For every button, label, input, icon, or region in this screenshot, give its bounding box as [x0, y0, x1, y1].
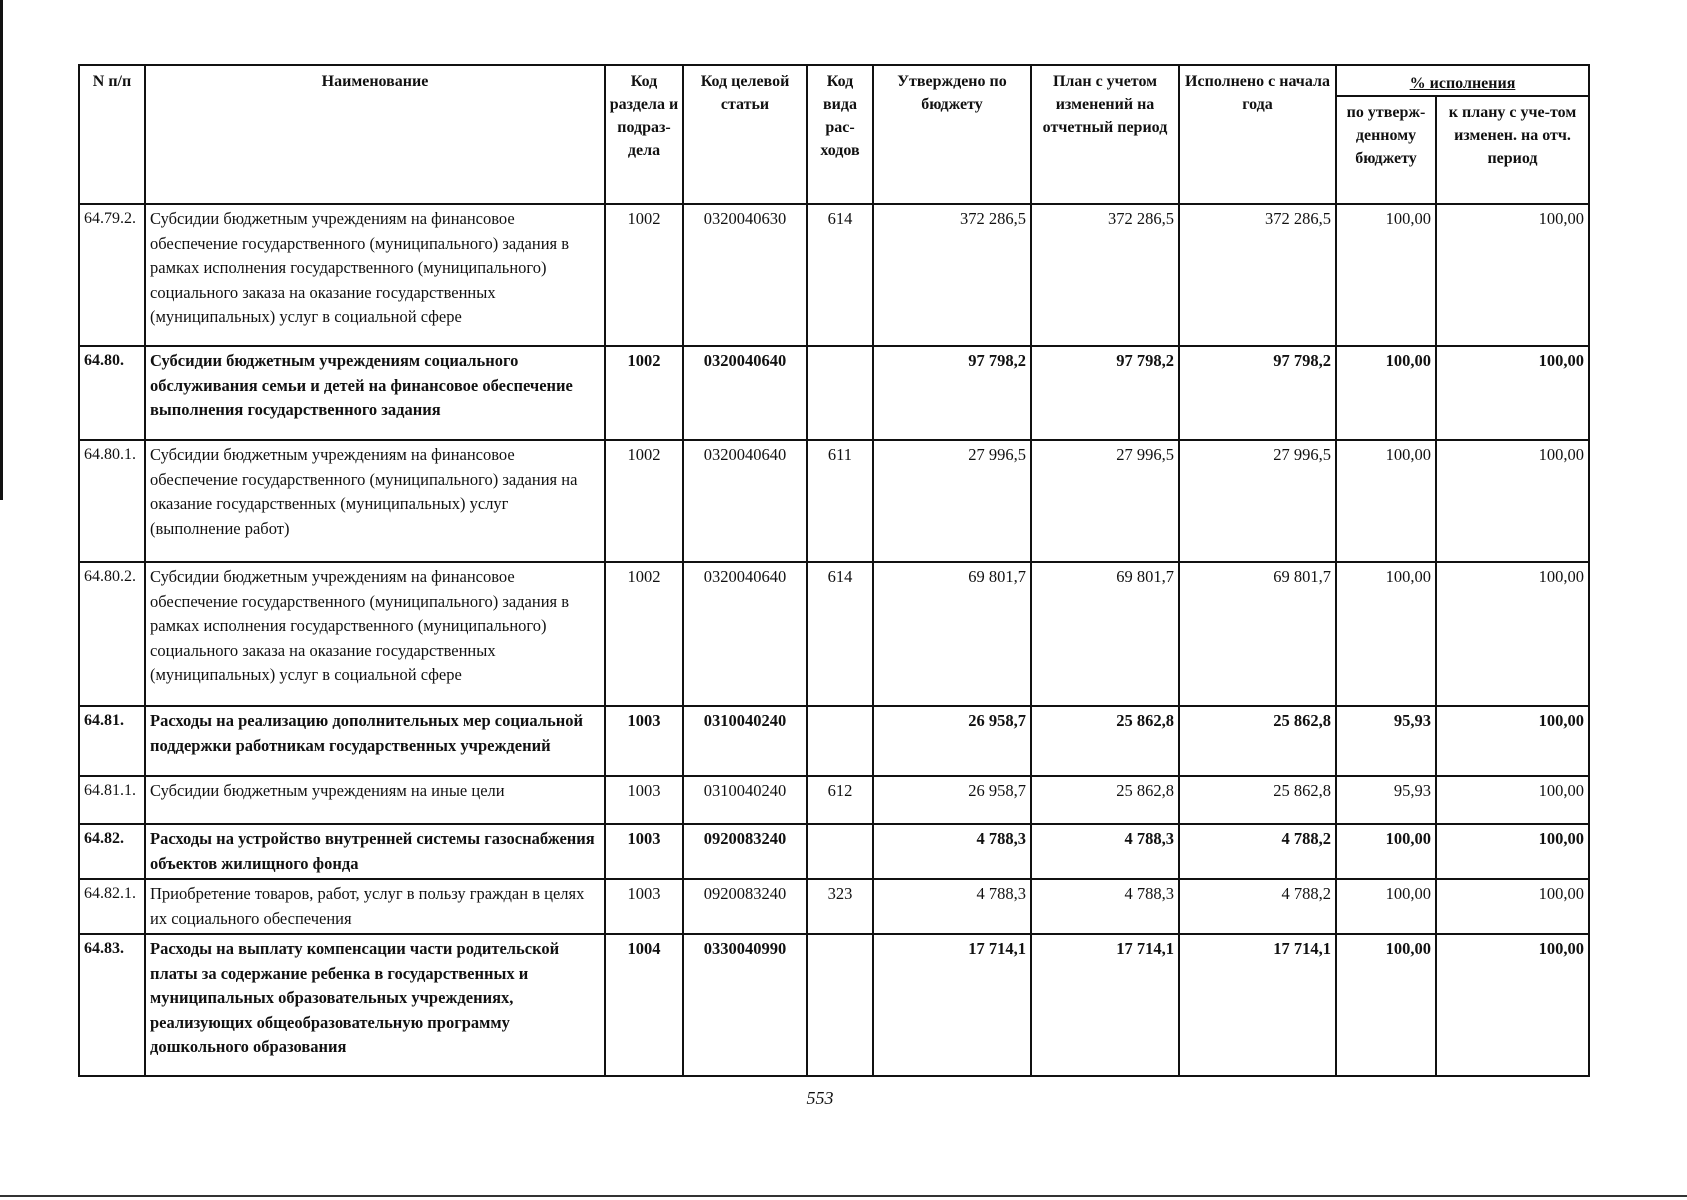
cell-target: 0320040630: [683, 204, 807, 346]
cell-np: 64.82.: [79, 824, 145, 879]
cell-pct-budget: 100,00: [1336, 934, 1436, 1076]
table-row: [79, 776, 1589, 824]
cell-kind: 614: [807, 562, 873, 706]
cell-target: 0920083240: [683, 879, 807, 934]
cell-pct-budget: 100,00: [1336, 346, 1436, 440]
header-target-code: Код целевой статьи: [683, 65, 807, 204]
table-row: [79, 562, 1589, 706]
cell-kind: [807, 934, 873, 1076]
scan-edge-bottom: [0, 1195, 1687, 1197]
cell-plan: 4 788,3: [1031, 879, 1179, 934]
header-pct-budget: по утверж-денному бюджету: [1336, 96, 1436, 204]
table-row: [79, 706, 1589, 776]
cell-plan: 27 996,5: [1031, 440, 1179, 562]
cell-name: Субсидии бюджетным учреждениям социального обслуживания семьи и детей на финансовое обеспечение выполнения государственного задания: [145, 346, 605, 440]
cell-np: 64.81.1.: [79, 776, 145, 824]
cell-section: 1003: [605, 706, 683, 776]
cell-np: 64.81.: [79, 706, 145, 776]
cell-pct-budget: 100,00: [1336, 879, 1436, 934]
cell-target: 0320040640: [683, 346, 807, 440]
cell-plan: 25 862,8: [1031, 776, 1179, 824]
cell-plan: 372 286,5: [1031, 204, 1179, 346]
cell-pct-budget: 100,00: [1336, 824, 1436, 879]
cell-plan: 17 714,1: [1031, 934, 1179, 1076]
cell-approved: 97 798,2: [873, 346, 1031, 440]
cell-pct-budget: 100,00: [1336, 562, 1436, 706]
budget-execution-table: [78, 64, 1590, 1077]
cell-approved: 4 788,3: [873, 879, 1031, 934]
cell-np: 64.83.: [79, 934, 145, 1076]
cell-pct-budget: 100,00: [1336, 204, 1436, 346]
cell-np: 64.80.1.: [79, 440, 145, 562]
header-pct-group: [1336, 65, 1589, 96]
cell-executed: 27 996,5: [1179, 440, 1336, 562]
cell-approved: 17 714,1: [873, 934, 1031, 1076]
cell-executed: 25 862,8: [1179, 776, 1336, 824]
cell-section: 1002: [605, 562, 683, 706]
cell-section: 1002: [605, 204, 683, 346]
cell-target: 0330040990: [683, 934, 807, 1076]
table-body: [79, 204, 1589, 1076]
table-row: [79, 440, 1589, 562]
cell-name: Приобретение товаров, работ, услуг в пользу граждан в целях их социального обеспечения: [145, 879, 605, 934]
table-row: [79, 879, 1589, 934]
header-approved: Утверждено по бюджету: [873, 65, 1031, 204]
cell-target: 0320040640: [683, 562, 807, 706]
cell-pct-plan: 100,00: [1436, 706, 1589, 776]
page-number: 553: [806, 1088, 834, 1108]
table-row: [79, 204, 1589, 346]
cell-kind: 612: [807, 776, 873, 824]
header-pct-group-label: % исполнения: [1409, 75, 1516, 92]
cell-target: 0320040640: [683, 440, 807, 562]
cell-approved: 27 996,5: [873, 440, 1031, 562]
cell-approved: 26 958,7: [873, 706, 1031, 776]
header-pct-plan: к плану с уче-том изменен. на отч. период: [1436, 96, 1589, 204]
cell-section: 1003: [605, 776, 683, 824]
cell-target: 0920083240: [683, 824, 807, 879]
header-plan: План с учетом изменений на отчетный период: [1031, 65, 1179, 204]
cell-pct-plan: 100,00: [1436, 879, 1589, 934]
table-header: [79, 65, 1589, 204]
cell-plan: 25 862,8: [1031, 706, 1179, 776]
cell-name: Расходы на устройство внутренней системы газоснабжения объектов жилищного фонда: [145, 824, 605, 879]
cell-executed: 97 798,2: [1179, 346, 1336, 440]
cell-executed: 25 862,8: [1179, 706, 1336, 776]
cell-target: 0310040240: [683, 706, 807, 776]
header-executed: Исполнено с начала года: [1179, 65, 1336, 204]
cell-plan: 69 801,7: [1031, 562, 1179, 706]
cell-name: Субсидии бюджетным учреждениям на финансовое обеспечение государственного (муниципального) задания на оказание государственных (муниципальных) услуг (выполнение работ): [145, 440, 605, 562]
cell-pct-budget: 100,00: [1336, 440, 1436, 562]
cell-executed: 17 714,1: [1179, 934, 1336, 1076]
cell-plan: 4 788,3: [1031, 824, 1179, 879]
cell-approved: 372 286,5: [873, 204, 1031, 346]
cell-pct-plan: 100,00: [1436, 824, 1589, 879]
header-name: Наименование: [145, 65, 605, 204]
cell-plan: 97 798,2: [1031, 346, 1179, 440]
cell-kind: 614: [807, 204, 873, 346]
cell-kind: 611: [807, 440, 873, 562]
cell-executed: 372 286,5: [1179, 204, 1336, 346]
cell-np: 64.82.1.: [79, 879, 145, 934]
cell-executed: 4 788,2: [1179, 879, 1336, 934]
cell-target: 0310040240: [683, 776, 807, 824]
cell-np: 64.79.2.: [79, 204, 145, 346]
cell-kind: 323: [807, 879, 873, 934]
cell-executed: 4 788,2: [1179, 824, 1336, 879]
scan-edge-left: [0, 0, 3, 500]
cell-section: 1002: [605, 440, 683, 562]
cell-pct-plan: 100,00: [1436, 440, 1589, 562]
cell-name: Субсидии бюджетным учреждениям на финансовое обеспечение государственного (муниципального) задания в рамках исполнения государственного (муниципального) социального заказа на оказание государственных (муниципальных) услуг в социальной сфере: [145, 562, 605, 706]
table-row: [79, 346, 1589, 440]
cell-pct-plan: 100,00: [1436, 934, 1589, 1076]
cell-section: 1003: [605, 824, 683, 879]
header-np: N п/п: [79, 65, 145, 204]
cell-name: Расходы на реализацию дополнительных мер социальной поддержки работникам государственных учреждений: [145, 706, 605, 776]
cell-pct-plan: 100,00: [1436, 204, 1589, 346]
cell-section: 1004: [605, 934, 683, 1076]
cell-np: 64.80.: [79, 346, 145, 440]
cell-name: Субсидии бюджетным учреждениям на иные цели: [145, 776, 605, 824]
cell-pct-plan: 100,00: [1436, 562, 1589, 706]
header-expense-code: Код вида рас-ходов: [807, 65, 873, 204]
cell-section: 1003: [605, 879, 683, 934]
header-section-code: Код раздела и подраз-дела: [605, 65, 683, 204]
table-row: [79, 824, 1589, 879]
cell-kind: [807, 346, 873, 440]
cell-executed: 69 801,7: [1179, 562, 1336, 706]
cell-approved: 69 801,7: [873, 562, 1031, 706]
cell-name: Расходы на выплату компенсации части родительской платы за содержание ребенка в государственных и муниципальных образовательных учреждениях, реализующих общеобразовательную программу дошкольного образования: [145, 934, 605, 1076]
cell-approved: 26 958,7: [873, 776, 1031, 824]
cell-pct-plan: 100,00: [1436, 346, 1589, 440]
cell-pct-budget: 95,93: [1336, 706, 1436, 776]
cell-pct-budget: 95,93: [1336, 776, 1436, 824]
cell-approved: 4 788,3: [873, 824, 1031, 879]
cell-np: 64.80.2.: [79, 562, 145, 706]
cell-kind: [807, 824, 873, 879]
cell-section: 1002: [605, 346, 683, 440]
table-row: [79, 934, 1589, 1076]
cell-pct-plan: 100,00: [1436, 776, 1589, 824]
cell-name: Субсидии бюджетным учреждениям на финансовое обеспечение государственного (муниципального) задания в рамках исполнения государственного (муниципального) социального заказа на оказание государственных (муниципальных) услуг в социальной сфере: [145, 204, 605, 346]
cell-kind: [807, 706, 873, 776]
